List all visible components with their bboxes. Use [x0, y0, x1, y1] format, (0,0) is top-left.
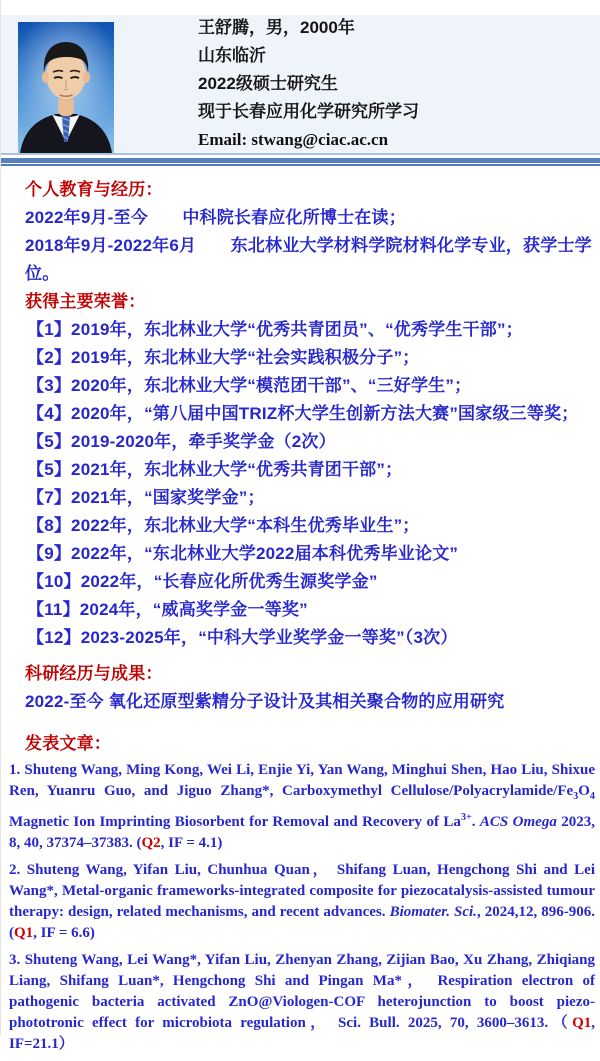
section-divider — [1, 153, 600, 166]
research-section — [1, 660, 600, 716]
honor-item: 【5】2021年，东北林业大学“优秀共青团干部”； — [27, 460, 403, 479]
honor-item: 【12】2023-2025年，“中科大学业奖学金一等奖”（3次） — [27, 628, 458, 647]
institute-line: 现于长春应用化学研究所学习 — [198, 102, 419, 121]
profile-photo-icon — [18, 22, 114, 153]
publication-item: 2. Shuteng Wang, Yifan Liu, Chunhua Quan， Shifang Luan, Hengchong Shi and Lei Wang*, Metal-organic frameworks-integrated composite for piezocatalysis-assisted tumour therapy: design, related mechanisms, and recent advances. Biomater. Sci., 2024,12, 896-906. (Q1, IF = 6.6) — [9, 862, 595, 941]
email-line: Email: stwang@ciac.ac.cn — [198, 130, 389, 149]
honor-item: 【7】2021年，“国家奖学金”； — [27, 488, 265, 507]
degree-line: 2022级硕士研究生 — [198, 74, 338, 93]
research-item: 2022-至今 氧化还原型紫精分子设计及其相关聚合物的应用研究 — [25, 692, 505, 711]
honor-item: 【4】2020年，“第八届中国TRIZ杯大学生创新方法大赛”国家级三等奖； — [27, 404, 579, 423]
education-section — [1, 176, 600, 288]
honor-item: 【11】2024年，“威高奖学金一等奖” — [27, 600, 308, 619]
honors-section — [1, 288, 600, 652]
name-line: 王舒腾，男，2000年 — [198, 18, 355, 37]
publications-heading: 发表文章： — [25, 734, 111, 753]
honor-item: 【8】2022年，东北林业大学“本科生优秀毕业生”； — [27, 516, 420, 535]
honor-item: 【5】2019-2020年，牵手奖学金（2次） — [27, 432, 336, 451]
education-item: 2022年9月-至今 中科院长春应化所博士在读； — [25, 208, 406, 227]
main-content — [1, 166, 600, 1061]
honors-heading: 获得主要荣誉： — [25, 292, 146, 311]
publication-item: 1. Shuteng Wang, Ming Kong, Wei Li, Enjie Yi, Yan Wang, Minghui Shen, Hao Liu, Shixue Ren, Yuanru Guo, and Jiguo Zhang*, Carboxymethyl Cellulose/$Polyacrylamide/Fe_3O_4$ Magnetic Ion Imprinting Biosorbent for Removal and Recovery of $La^{3+}$. ACS Omega 2023, 8, 40, 37374–37383. (Q2, IF = 4.1) — [9, 762, 595, 851]
publications-section — [1, 730, 600, 1055]
publication-item: 3. Shuteng Wang, Lei Wang*, Yifan Liu, Zhenyan Zhang, Zijian Bao, Xu Zhang, Zhiqiang Liang, Shifang Luan*, Hengchong Shi and Pingan Ma*， Respiration electron of pathogenic bacteria activated ZnO@Viologen-COF heterojunction to boost piezo-phototronic effect for microbiota regulation， Sci. Bull. 2025, 70, 3600–3613.（Q1, IF=21.1） — [9, 952, 595, 1052]
education-item: 2018年9月-2022年6月 东北林业大学材料学院材料化学专业，获学士学位。 — [25, 236, 592, 283]
education-heading: 个人教育与经历： — [25, 180, 163, 199]
publications-list — [9, 760, 595, 1055]
honor-item: 【10】2022年，“长春应化所优秀生源奖学金” — [27, 572, 378, 591]
header-info — [198, 14, 590, 154]
research-heading: 科研经历与成果： — [25, 664, 163, 683]
honor-item: 【9】2022年，“东北林业大学2022届本科优秀毕业论文” — [27, 544, 459, 563]
honor-item: 【2】2019年，东北林业大学“社会实践积极分子”； — [27, 348, 420, 367]
hometown-line: 山东临沂 — [198, 46, 266, 65]
honor-item: 【3】2020年，东北林业大学“模范团干部”、“三好学生”； — [27, 376, 472, 395]
honor-item: 【1】2019年，东北林业大学“优秀共青团员”、“优秀学生干部”； — [27, 320, 523, 339]
